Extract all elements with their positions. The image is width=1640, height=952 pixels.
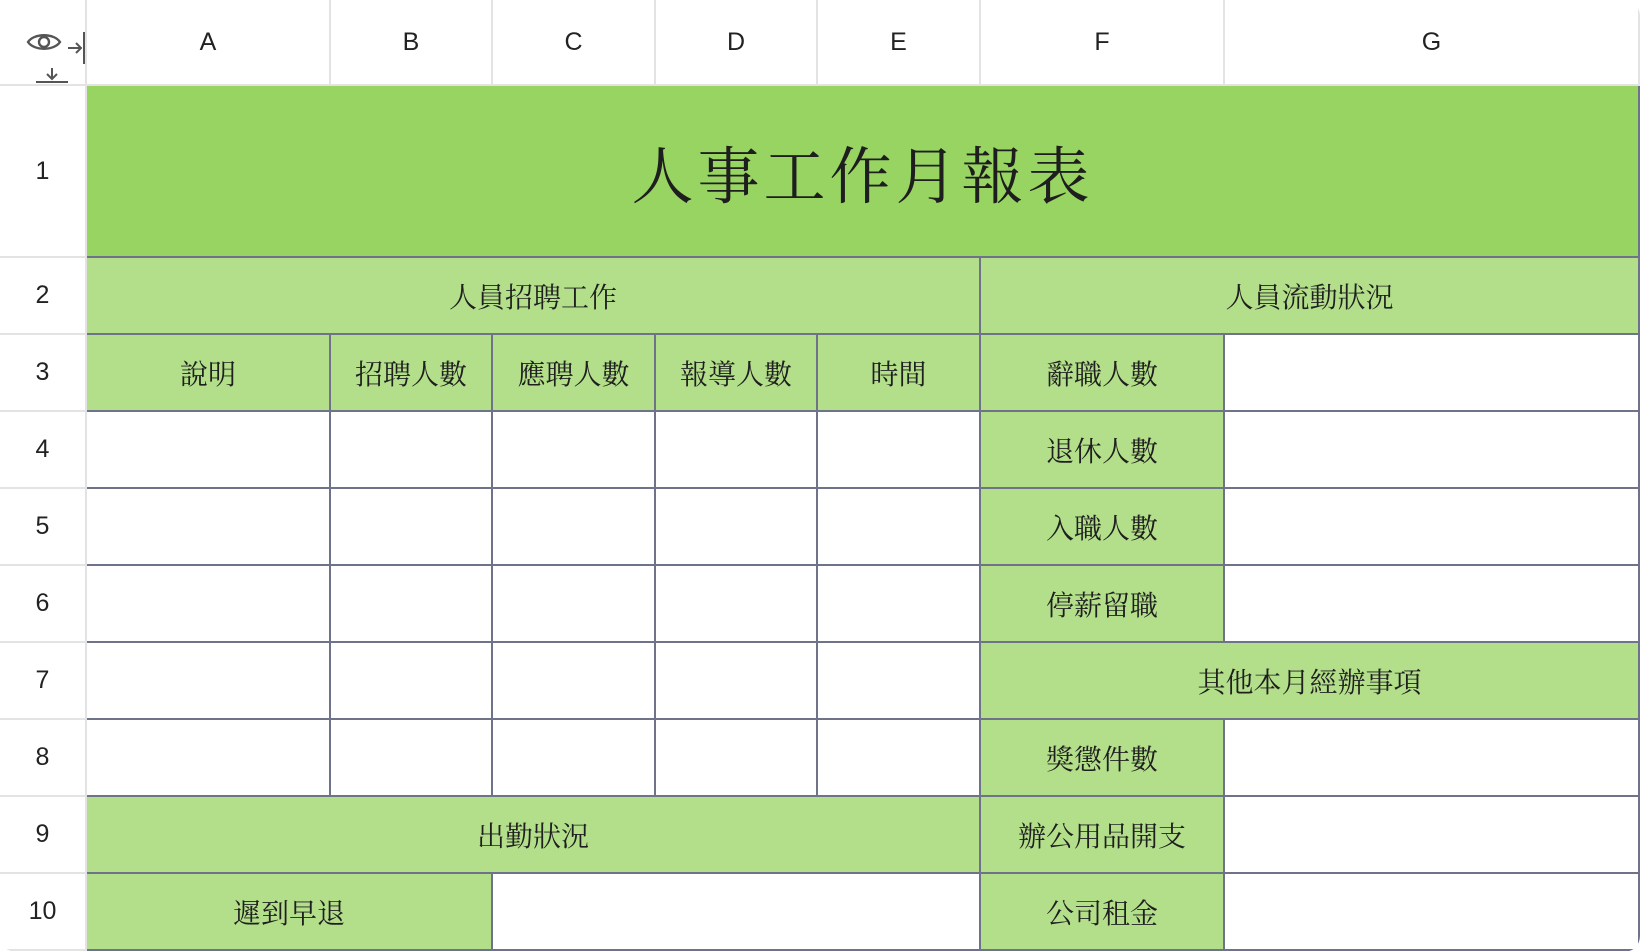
label-unpaid-leave[interactable]: 停薪留職 [981,566,1225,643]
data-cell-e5[interactable] [818,489,981,566]
col-header-recruit-count[interactable]: 招聘人數 [331,335,493,412]
label-retirements[interactable]: 退休人數 [981,412,1225,489]
data-cell-b5[interactable] [331,489,493,566]
label-office-supplies[interactable]: 辦公用品開支 [981,797,1225,874]
data-cell-e6[interactable] [818,566,981,643]
label-resignations[interactable]: 辭職人數 [981,335,1225,412]
row-header-6[interactable]: 6 [0,566,87,643]
row-header-9[interactable]: 9 [0,797,87,874]
grid-corner [0,0,87,86]
flow-header-cell[interactable]: 人員流動狀況 [981,258,1640,335]
data-cell-c5[interactable] [493,489,656,566]
col-header-applicant-count[interactable]: 應聘人數 [493,335,656,412]
value-new-hires[interactable] [1225,489,1640,566]
data-cell-e4[interactable] [818,412,981,489]
data-cell-a5[interactable] [87,489,331,566]
value-late-early-leave[interactable] [493,874,981,951]
data-cell-d5[interactable] [656,489,818,566]
value-unpaid-leave[interactable] [1225,566,1640,643]
col-header-description[interactable]: 說明 [87,335,331,412]
column-header-f[interactable]: F [981,0,1225,86]
value-office-supplies[interactable] [1225,797,1640,874]
collapse-rows-icon[interactable] [34,66,70,86]
column-header-c[interactable]: C [493,0,656,86]
eye-icon[interactable] [26,30,62,54]
row-header-7[interactable]: 7 [0,643,87,720]
column-header-e[interactable]: E [818,0,981,86]
data-cell-c6[interactable] [493,566,656,643]
data-cell-d4[interactable] [656,412,818,489]
other-matters-header-cell[interactable]: 其他本月經辦事項 [981,643,1640,720]
col-header-report-count[interactable]: 報導人數 [656,335,818,412]
data-cell-d7[interactable] [656,643,818,720]
row-header-8[interactable]: 8 [0,720,87,797]
col-header-time[interactable]: 時間 [818,335,981,412]
value-rewards-penalties[interactable] [1225,720,1640,797]
value-company-rent[interactable] [1225,874,1640,951]
data-cell-d8[interactable] [656,720,818,797]
data-cell-b6[interactable] [331,566,493,643]
row-header-10[interactable]: 10 [0,874,87,951]
row-header-1[interactable]: 1 [0,86,87,258]
column-header-a[interactable]: A [87,0,331,86]
label-new-hires[interactable]: 入職人數 [981,489,1225,566]
data-cell-e7[interactable] [818,643,981,720]
column-header-g[interactable]: G [1225,0,1640,86]
row-header-4[interactable]: 4 [0,412,87,489]
row-header-3[interactable]: 3 [0,335,87,412]
value-retirements[interactable] [1225,412,1640,489]
column-header-b[interactable]: B [331,0,493,86]
data-cell-b4[interactable] [331,412,493,489]
data-cell-e8[interactable] [818,720,981,797]
data-cell-a7[interactable] [87,643,331,720]
collapse-columns-icon[interactable] [66,30,87,66]
sheet-title-cell[interactable]: 人事工作月報表 [87,86,1640,258]
data-cell-a4[interactable] [87,412,331,489]
data-cell-c7[interactable] [493,643,656,720]
row-header-5[interactable]: 5 [0,489,87,566]
value-resignations[interactable] [1225,335,1640,412]
data-cell-b8[interactable] [331,720,493,797]
data-cell-d6[interactable] [656,566,818,643]
label-rewards-penalties[interactable]: 獎懲件數 [981,720,1225,797]
attendance-header-cell[interactable]: 出勤狀況 [87,797,981,874]
data-cell-a8[interactable] [87,720,331,797]
recruitment-header-cell[interactable]: 人員招聘工作 [87,258,981,335]
data-cell-c8[interactable] [493,720,656,797]
row-header-2[interactable]: 2 [0,258,87,335]
label-company-rent[interactable]: 公司租金 [981,874,1225,951]
label-late-early-leave[interactable]: 遲到早退 [87,874,493,951]
column-header-d[interactable]: D [656,0,818,86]
data-cell-c4[interactable] [493,412,656,489]
data-cell-a6[interactable] [87,566,331,643]
data-cell-b7[interactable] [331,643,493,720]
